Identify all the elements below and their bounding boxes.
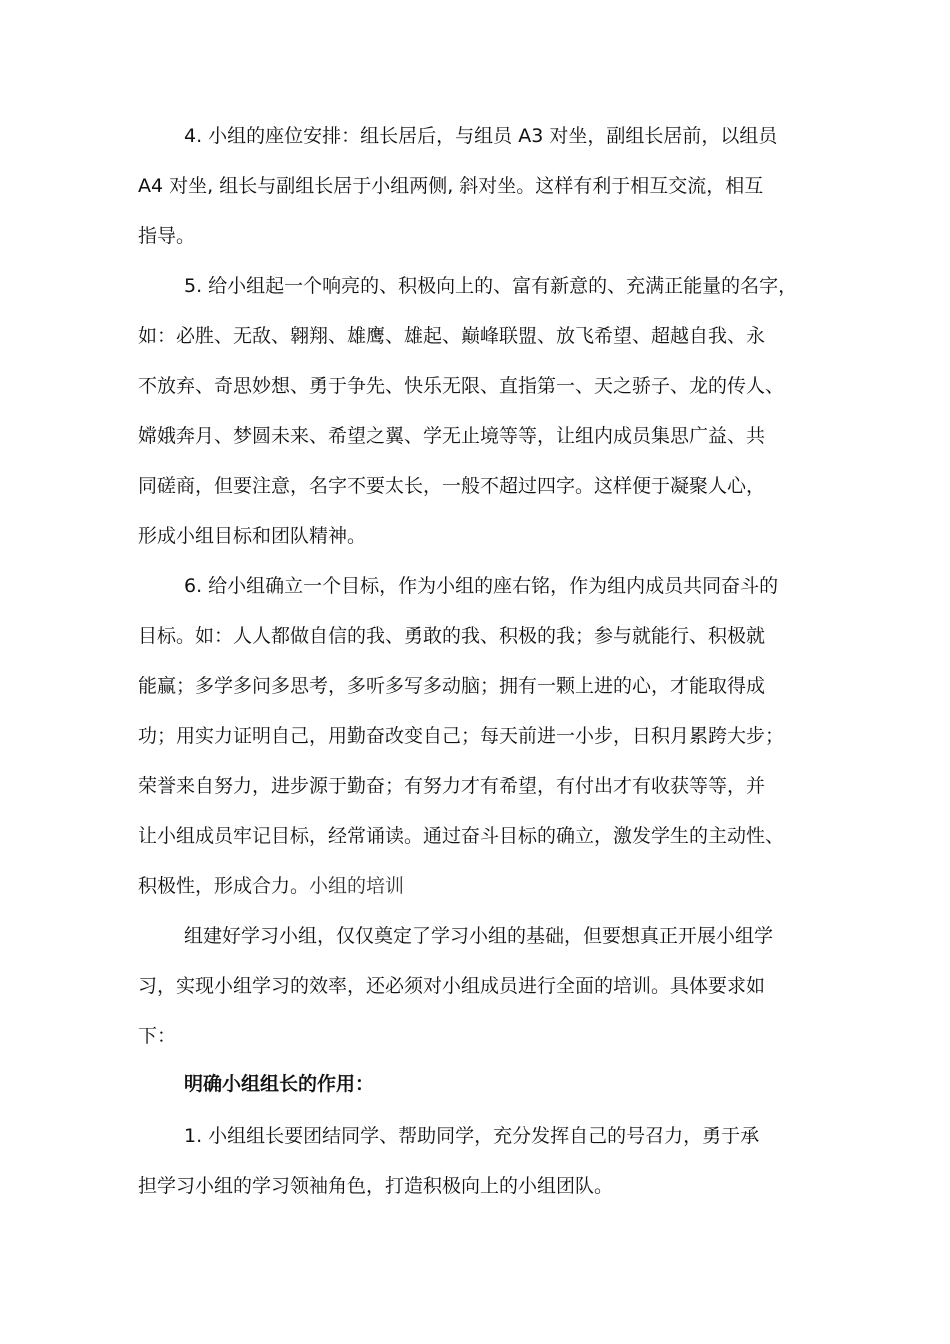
- text-line: 目标。如：人人都做自信的我、勇敢的我、积极的我；参与就能行、积极就: [138, 625, 766, 647]
- text-line: 形成小组目标和团队精神。: [138, 525, 367, 547]
- text-line: 指导。: [138, 225, 196, 247]
- text-line: 荣誉来自努力，进步源于勤奋；有努力才有希望，有付出才有收获等等，并: [138, 775, 766, 797]
- paragraph-seating: [138, 111, 828, 261]
- text-line: 积极性，形成合力。: [138, 875, 310, 897]
- text-line: 1. 小组组长要团结同学、帮助同学，充分发挥自己的号召力，勇于承: [184, 1125, 760, 1147]
- text-line: 让小组成员牢记目标，经常诵读。通过奋斗目标的确立，激发学生的主动性、: [138, 825, 785, 847]
- section-heading-training: 小组的培训: [309, 875, 405, 897]
- paragraph-leader-duty-1: [138, 1111, 828, 1211]
- text-line: 同磋商，但要注意，名字不要太长，一般不超过四字。这样便于凝聚人心，: [138, 475, 766, 497]
- paragraph-group-goal: [138, 561, 828, 911]
- text-line: 下：: [138, 1025, 177, 1047]
- text-line: 能赢；多学多问多思考，多听多写多动脑；拥有一颗上进的心，才能取得成: [138, 675, 766, 697]
- subheading-text: 明确小组组长的作用：: [184, 1073, 375, 1095]
- text-line-with-heading: [138, 861, 828, 911]
- text-line: 功；用实力证明自己，用勤奋改变自己；每天前进一小步，日积月累跨大步；: [138, 725, 785, 747]
- paragraph-training-intro: [138, 911, 828, 1061]
- text-line: 不放弃、奇思妙想、勇于争先、快乐无限、直指第一、天之骄子、龙的传人、: [138, 375, 785, 397]
- text-line: 6. 给小组确立一个目标，作为小组的座右铭，作为组内成员共同奋斗的: [184, 575, 779, 597]
- text-line: A4 对坐, 组长与副组长居于小组两侧, 斜对坐。这样有利于相互交流，相互: [138, 175, 764, 197]
- text-line: 习，实现小组学习的效率，还必须对小组成员进行全面的培训。具体要求如: [138, 975, 766, 997]
- text-line: 如：必胜、无敌、翱翔、雄鹰、雄起、巅峰联盟、放飞希望、超越自我、永: [138, 325, 766, 347]
- text-line: 5. 给小组起一个响亮的、积极向上的、富有新意的、充满正能量的名字，: [184, 275, 798, 297]
- text-line: 4. 小组的座位安排：组长居后，与组员 A3 对坐，副组长居前，以组员: [184, 125, 778, 147]
- text-line: 组建好学习小组，仅仅奠定了学习小组的基础，但要想真正开展小组学: [184, 925, 774, 947]
- text-line: 嫦娥奔月、梦圆未来、希望之翼、学无止境等等，让组内成员集思广益、共: [138, 425, 766, 447]
- subheading-leader-role: [138, 1059, 828, 1109]
- paragraph-group-name: [138, 261, 828, 561]
- text-line: 担学习小组的学习领袖角色，打造积极向上的小组团队。: [138, 1175, 614, 1197]
